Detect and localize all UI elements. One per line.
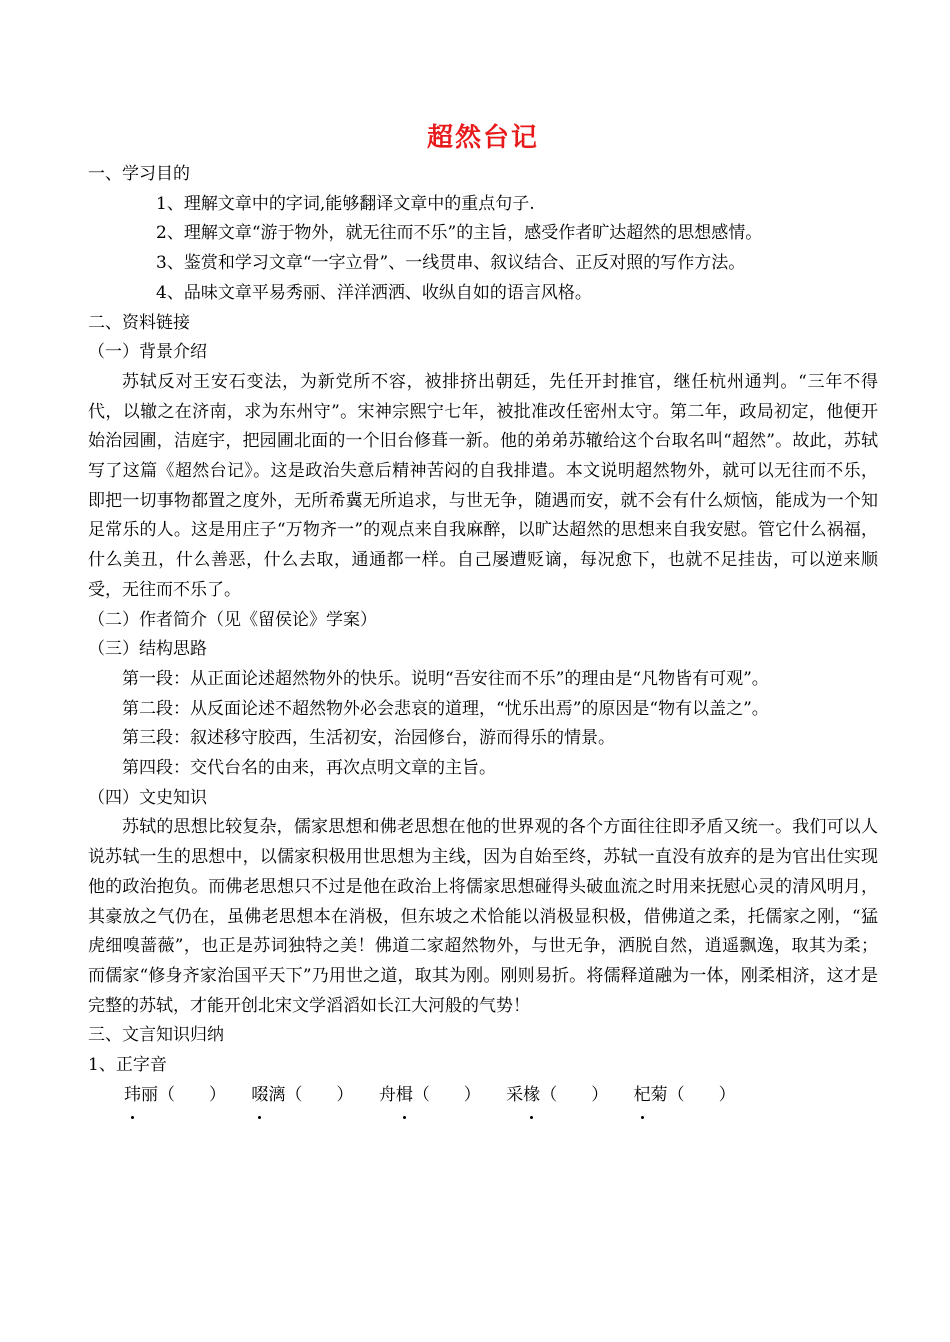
pronunciation-word xyxy=(124,1081,226,1111)
document-page xyxy=(88,118,878,1111)
dotted-char: 楫 xyxy=(396,1081,413,1111)
answer-blank: （ ） xyxy=(158,1084,226,1105)
subheading-author: （二）作者简介（见《留侯论》学案） xyxy=(88,609,377,630)
objective-item: 4、品味文章平易秀丽、洋洋洒洒、收纵自如的语言风格。 xyxy=(156,282,592,303)
section-heading-materials: 二、资料链接 xyxy=(88,312,190,333)
pronunciation-word xyxy=(251,1081,354,1111)
word-rest: 菊 xyxy=(650,1084,668,1105)
document-title: 超然台记 xyxy=(426,123,539,153)
dotted-char: 玮 xyxy=(124,1081,141,1111)
objective-item: 2、理解文章“游于物外，就无往而不乐”的主旨，感受作者旷达超然的思想感情。 xyxy=(156,223,763,244)
pronunciation-row xyxy=(88,1081,878,1111)
dotted-char: 杞 xyxy=(634,1081,651,1111)
section-heading-classical: 三、文言知识归纳 xyxy=(88,1025,224,1046)
pronunciation-word xyxy=(378,1081,481,1111)
objective-item: 3、鉴赏和学习文章“一字立骨”、一线贯串、叙议结合、正反对照的写作方法。 xyxy=(156,253,746,274)
subheading-knowledge: （四）文史知识 xyxy=(88,787,207,808)
answer-blank: （ ） xyxy=(667,1084,736,1105)
structure-paragraph: 第二段：从反面论述不超然物外必会悲哀的道理，“忧乐出焉”的原因是“物有以盖之”。 xyxy=(122,698,769,719)
answer-blank: （ ） xyxy=(285,1084,354,1105)
dotted-char: 啜 xyxy=(251,1081,268,1111)
dotted-char: 椽 xyxy=(523,1081,540,1111)
objective-item: 1、理解文章中的字词,能够翻译文章中的重点句子. xyxy=(156,193,535,214)
background-paragraph: 苏轼反对王安石变法，为新党所不容，被排挤出朝廷，先任开封推官，继任杭州通判。“三年不得代，以辙之在济南，求为东州守”。宋神宗熙宁七年，被批准改任密州太守。第二年，政局初定，他便开始治园圃，洁庭宇，把园圃北面的一个旧台修葺一新。他的弟弟苏辙给这个台取名叫“超然”。故此，苏轼写了这篇《超然台记》。这是政治失意后精神苦闷的自我排遣。本文说明超然物外，就可以无往而不乐，即把一切事物都置之度外，无所希冀无所追求，与世无争，随遇而安，就不会有什么烦恼，能成为一个知足常乐的人。这是用庄子“万物齐一”的观点来自我麻醉，以旷达超然的思想来自我安慰。管它什么祸福，什么美丑，什么善恶，什么去取，通通都一样。自己屡遭贬谪，每况愈下，也就不足挂齿，可以逆来顺受，无往而不乐了。 xyxy=(88,371,878,600)
pronunciation-word xyxy=(506,1081,609,1111)
pronunciation-word xyxy=(633,1081,736,1111)
answer-blank: （ ） xyxy=(540,1084,609,1105)
word-first: 舟 xyxy=(378,1084,396,1105)
subheading-background: （一）背景介绍 xyxy=(88,342,207,363)
structure-paragraph: 第三段：叙述移守胶西，生活初安，治园修台，游而得乐的情景。 xyxy=(122,728,615,749)
word-first: 采 xyxy=(506,1084,524,1105)
subheading-structure: （三）结构思路 xyxy=(88,639,207,660)
knowledge-paragraph: 苏轼的思想比较复杂，儒家思想和佛老思想在他的世界观的各个方面往往即矛盾又统一。我们可以人说苏轼一生的思想中，以儒家积极用世思想为主线，因为自始至终，苏轼一直没有放弃的是为官出仕实现他的政治抱负。而佛老思想只不过是他在政治上将儒家思想碰得头破血流之时用来抚慰心灵的清风明月，其豪放之气仍在，虽佛老思想本在消极，但东坡之术恰能以消极显积极，借佛道之柔，托儒家之刚，“猛虎细嗅蔷薇”，也正是苏词独特之美！佛道二家超然物外，与世无争，洒脱自然，逍遥飘逸，取其为柔；而儒家“修身齐家治国平天下”乃用世之道，取其为刚。刚则易折。将儒释道融为一体，刚柔相济，这才是完整的苏轼，才能开创北宋文学滔滔如长江大河般的气势！ xyxy=(88,817,878,1016)
subheading-pronunciation: 1、正字音 xyxy=(88,1055,167,1076)
section-heading-objectives: 一、学习目的 xyxy=(88,164,190,184)
structure-paragraph: 第一段：从正面论述超然物外的快乐。说明“吾安往而不乐”的理由是“凡物皆有可观”。 xyxy=(122,668,769,689)
structure-paragraph: 第四段：交代台名的由来，再次点明文章的主旨。 xyxy=(122,758,496,779)
answer-blank: （ ） xyxy=(412,1084,481,1105)
word-rest: 丽 xyxy=(141,1084,158,1105)
word-rest: 漓 xyxy=(268,1084,286,1105)
